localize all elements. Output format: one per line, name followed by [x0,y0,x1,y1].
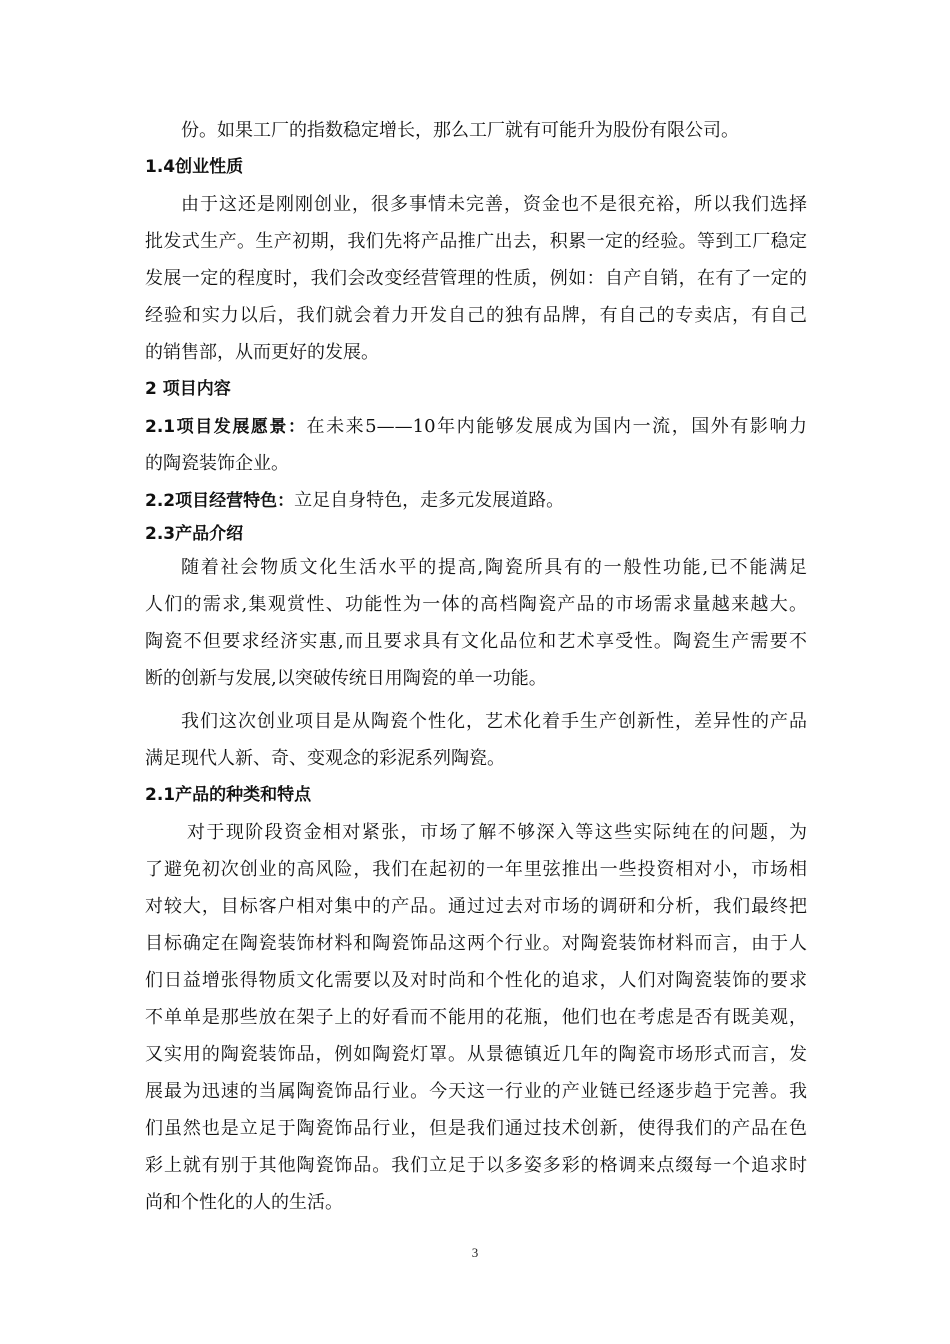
text-line: 陶瓷不但要求经济实惠,而且要求具有文化品位和艺术享受性。陶瓷生产需要不 [145,631,807,652]
text-line: 经验和实力以后，我们就会着力开发自己的独有品牌，有自己的专卖店，有自己 [145,305,807,326]
text-line: 由于这还是刚刚创业，很多事情未完善，资金也不是很充裕，所以我们选择 [181,194,807,215]
text-line: 不单单是那些放在架子上的好看而不能用的花瓶，他们也在考虑是否有既美观， [145,1007,807,1028]
section-heading-2: 2 项目内容 [145,379,231,399]
text-line [145,408,807,445]
text-line: 了避免初次创业的高风险，我们在起初的一年里弦推出一些投资相对小，市场相 [145,859,807,880]
text-line: 我们这次创业项目是从陶瓷个性化，艺术化着手生产创新性，差异性的产品 [181,711,807,732]
vision-label: 2.1项目发展愿景： [145,417,307,437]
text-line: 的陶瓷装饰企业。 [145,453,289,474]
vision-text: 在未来5——10年内能够发展成为国内一流，国外有影响力 [306,416,807,437]
page-number: 3 [471,1245,479,1260]
text-line: 又实用的陶瓷装饰品，例如陶瓷灯罩。从景德镇近几年的陶瓷市场形式而言，发 [145,1044,807,1065]
text-line: 断的创新与发展,以突破传统日用陶瓷的单一功能。 [145,668,547,689]
paragraph-business-nature [145,186,807,371]
text-line: 彩上就有别于其他陶瓷饰品。我们立足于以多姿多彩的格调来点缀每一个追求时 [145,1155,807,1176]
document-page [145,112,807,1221]
section-heading-1-4: 1.4创业性质 [145,157,244,177]
text-line: 的销售部，从而更好的发展。 [145,342,379,363]
text-line: 批发式生产。生产初期，我们先将产品推广出去，积累一定的经验。等到工厂稳定 [145,231,807,252]
paragraph-product-types [145,814,807,1221]
features-text: 立足自身特色，走多元发展道路。 [294,490,565,511]
text-line: 人们的需求,集观赏性、功能性为一体的高档陶瓷产品的市场需求量越来越大。 [145,594,807,615]
text-line: 满足现代人新、奇、变观念的彩泥系列陶瓷。 [145,748,505,769]
text-line: 尚和个性化的人的生活。 [145,1192,343,1213]
paragraph-project-features [145,482,807,519]
text-line: 展最为迅速的当属陶瓷饰品行业。今天这一行业的产业链已经逐步趋于完善。我 [145,1081,807,1102]
paragraph-project-vision [145,408,807,482]
paragraph-project-description [145,703,807,777]
text-line: 们虽然也是立足于陶瓷饰品行业，但是我们通过技术创新，使得我们的产品在色 [145,1118,807,1139]
text-line: 目标确定在陶瓷装饰材料和陶瓷饰品这两个行业。对陶瓷装饰材料而言，由于人 [145,933,807,954]
text-line: 对于现阶段资金相对紧张，市场了解不够深入等这些实际纯在的问题，为 [187,822,807,843]
text-line: 对较大，目标客户相对集中的产品。通过过去对市场的调研和分析，我们最终把 [145,896,807,917]
text-line: 随着社会物质文化生活水平的提高,陶瓷所具有的一般性功能,已不能满足 [181,557,807,578]
paragraph-product-intro [145,549,807,697]
paragraph-continuation: 份。如果工厂的指数稳定增长，那么工厂就有可能升为股份有限公司。 [181,120,739,141]
section-heading-product-types: 2.1产品的种类和特点 [145,785,312,805]
text-line: 们日益增张得物质文化需要以及对时尚和个性化的追求，人们对陶瓷装饰的要求 [145,970,807,991]
features-label: 2.2项目经营特色： [145,491,295,511]
section-heading-2-3: 2.3产品介绍 [145,524,244,544]
text-line: 发展一定的程度时，我们会改变经营管理的性质，例如：自产自销，在有了一定的 [145,268,807,289]
